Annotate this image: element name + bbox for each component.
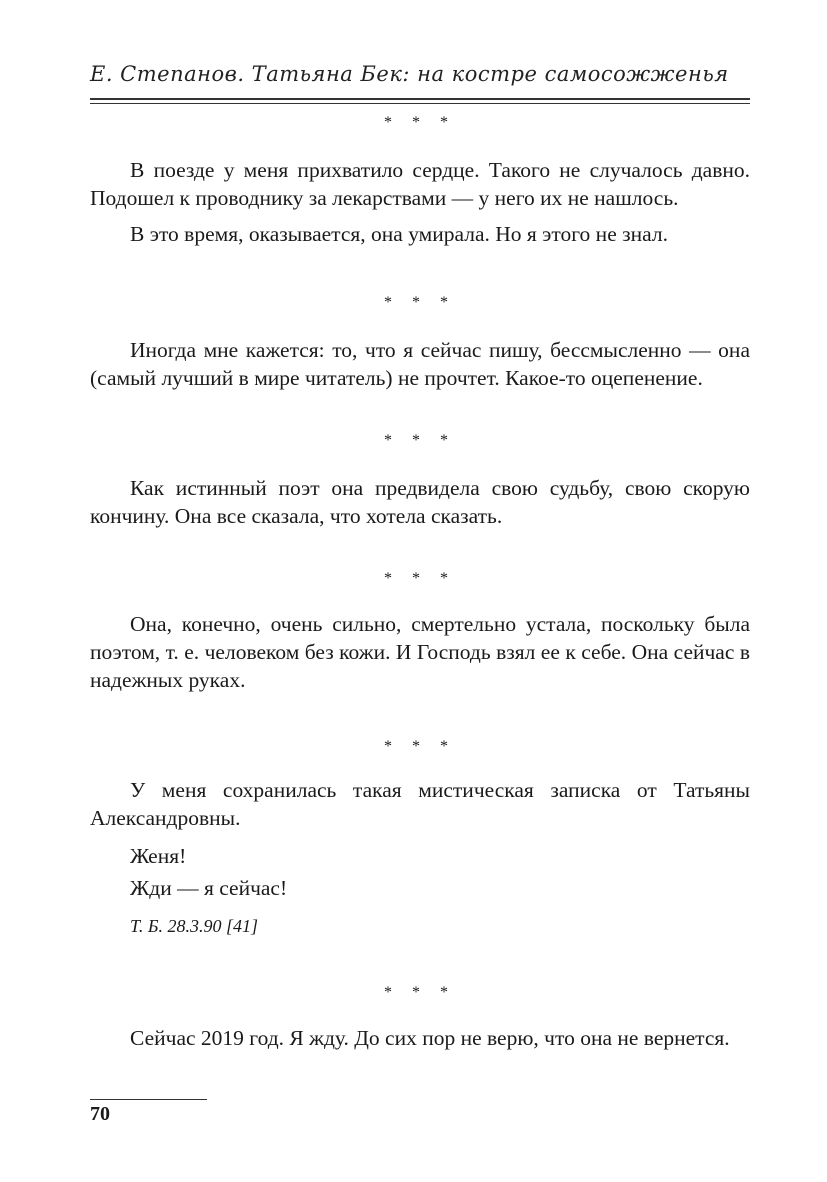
- note-salutation: Женя!: [130, 844, 187, 868]
- footer-rule: [90, 1099, 207, 1100]
- section-separator: * * *: [384, 570, 456, 587]
- paragraph: В это время, оказывается, она умирала. Но я этого не знал.: [130, 222, 668, 246]
- section-separator: * * *: [384, 294, 456, 311]
- section-separator: * * *: [384, 984, 456, 1001]
- section-separator: * * *: [384, 114, 456, 131]
- paragraph: В поезде у меня прихватило сердце. Такого не случалось давно. Подошел к проводнику за лекарствами — у него их не нашлось.: [90, 158, 750, 210]
- paragraph: Как истинный поэт она предвидела свою судьбу, свою скорую кончину. Она все сказала, что хотела сказать.: [90, 476, 750, 528]
- note-signature: Т. Б. 28.3.90 [41]: [130, 916, 259, 936]
- section-separator: * * *: [384, 738, 456, 755]
- paragraph: У меня сохранилась такая мистическая записка от Татьяны Александровны.: [90, 778, 750, 830]
- paragraph: Иногда мне кажется: то, что я сейчас пишу, бессмысленно — она (самый лучший в мире читатель) не прочтет. Какое-то оцепенение.: [90, 338, 750, 390]
- header-rule: [90, 98, 750, 100]
- running-header: Е. Степанов. Татьяна Бек: на костре самосожженья: [90, 62, 729, 86]
- note-text: Жди — я сейчас!: [130, 876, 288, 900]
- header-rule-thin: [90, 103, 750, 104]
- section-separator: * * *: [384, 432, 456, 449]
- page-number: 70: [90, 1103, 110, 1125]
- paragraph: Сейчас 2019 год. Я жду. До сих пор не верю, что она не вернется.: [130, 1026, 730, 1050]
- paragraph: Она, конечно, очень сильно, смертельно устала, поскольку была поэтом, т. е. человеком без кожи. И Господь взял ее к себе. Она сейчас в надежных руках.: [90, 612, 750, 692]
